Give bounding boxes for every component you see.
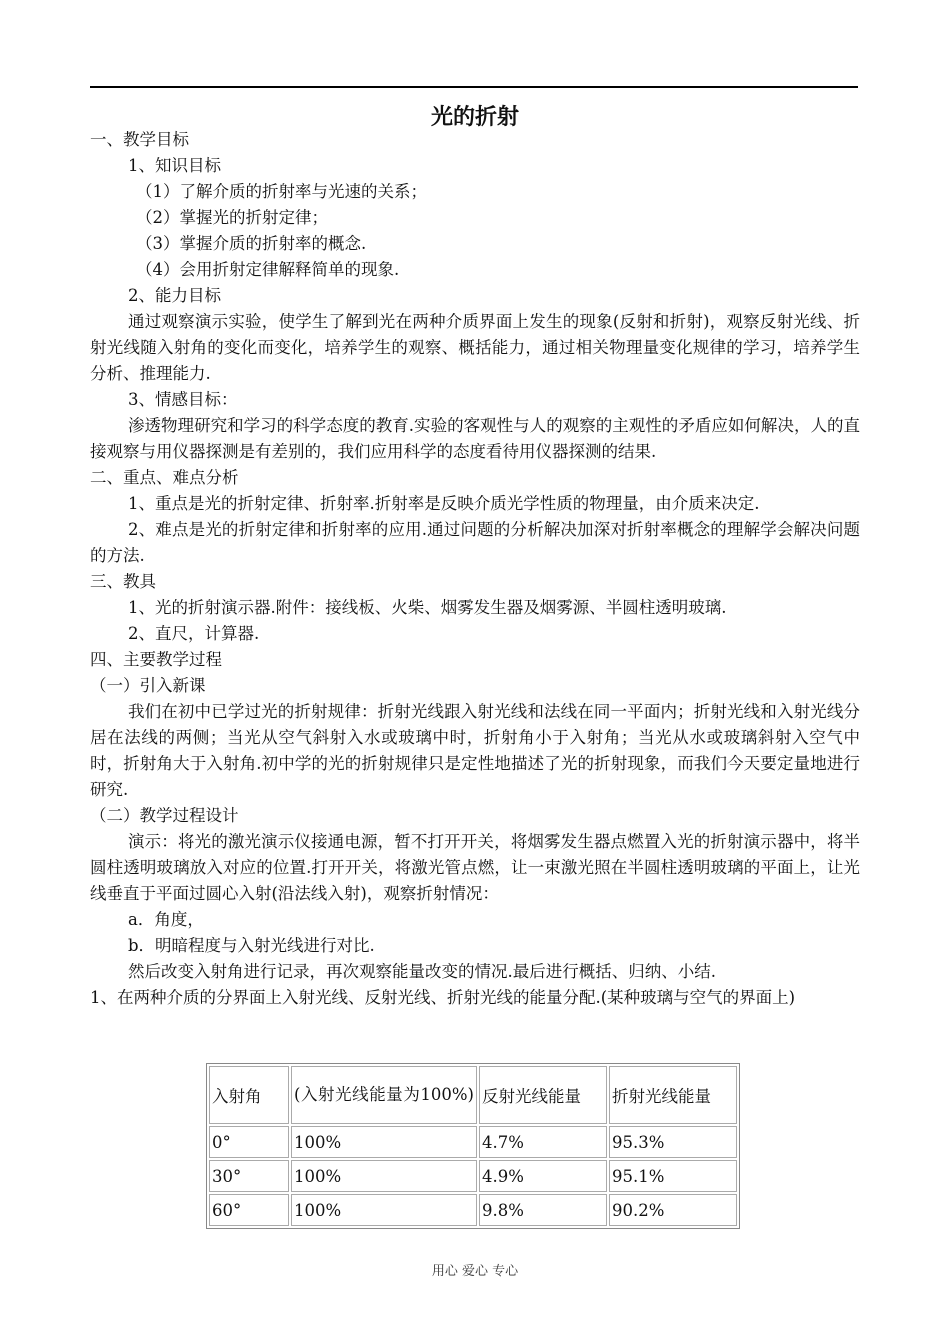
table-row bbox=[209, 1126, 737, 1158]
table-header-row bbox=[209, 1066, 737, 1124]
subsection-intro-heading: （一）引入新课 bbox=[90, 676, 206, 695]
table-cell: 95.3% bbox=[609, 1126, 737, 1158]
energy-distribution-heading: 1、在两种介质的分界面上入射光线、反射光线、折射光线的能量分配.(某种玻璃与空气的界面上) bbox=[90, 988, 796, 1007]
ability-goals-paragraph: 通过观察演示实验，使学生了解到光在两种介质界面上发生的现象(反射和折射)，观察反射光线、折射光线随入射角的变化而变化，培养学生的观察、概括能力，通过相关物理量变化规律的学习，培养学生分析、推理能力. bbox=[90, 312, 860, 383]
section-heading-keypoints: 二、重点、难点分析 bbox=[90, 468, 239, 487]
table-row bbox=[209, 1194, 737, 1226]
ability-goals-heading: 2、能力目标 bbox=[128, 286, 221, 305]
document-body bbox=[90, 127, 860, 1011]
energy-table bbox=[206, 1063, 740, 1229]
knowledge-goal-item: （2）掌握光的折射定律； bbox=[136, 208, 328, 227]
table-row bbox=[209, 1160, 737, 1192]
document-title: 光的折射 bbox=[430, 105, 519, 130]
difficulty-paragraph: 2、难点是光的折射定律和折射率的应用.通过问题的分析解决加深对折射率概念的理解学会解决问题的方法. bbox=[90, 520, 860, 565]
table-cell: 100% bbox=[291, 1126, 477, 1158]
table-cell: 0° bbox=[209, 1126, 289, 1158]
header-rule bbox=[90, 86, 858, 88]
table-cell: 100% bbox=[291, 1194, 477, 1226]
table-cell: 60° bbox=[209, 1194, 289, 1226]
tool-item: 2、直尺，计算器. bbox=[128, 624, 260, 643]
observation-item: a．角度， bbox=[128, 910, 204, 929]
emotion-goals-heading: 3、情感目标： bbox=[128, 390, 238, 409]
table-cell: 95.1% bbox=[609, 1160, 737, 1192]
table-cell: 4.7% bbox=[479, 1126, 607, 1158]
page-footer: 用心 爱心 专心 bbox=[431, 1264, 519, 1279]
table-cell: 90.2% bbox=[609, 1194, 737, 1226]
table-header-cell: 折射光线能量 bbox=[609, 1066, 737, 1124]
demo-paragraph: 演示：将光的激光演示仪接通电源，暂不打开开关，将烟雾发生器点燃置入光的折射演示器中，将半圆柱透明玻璃放入对应的位置.打开开关，将激光管点燃，让一束激光照在半圆柱透明玻璃的平面上，让光线垂直于平面过圆心入射(沿法线入射)，观察折射情况： bbox=[90, 832, 860, 903]
section-heading-goals: 一、教学目标 bbox=[90, 130, 189, 149]
section-heading-tools: 三、教具 bbox=[90, 572, 156, 591]
emotion-goals-paragraph: 渗透物理研究和学习的科学态度的教育.实验的客观性与人的观察的主观性的矛盾应如何解决，人的直接观察与用仪器探测是有差别的，我们应用科学的态度看待用仪器探测的结果. bbox=[90, 416, 860, 461]
knowledge-goals-heading: 1、知识目标 bbox=[128, 156, 221, 175]
table-header-cell: 入射角 bbox=[209, 1066, 289, 1124]
table-cell: 9.8% bbox=[479, 1194, 607, 1226]
section-heading-process: 四、主要教学过程 bbox=[90, 650, 222, 669]
observation-item: b．明暗程度与入射光线进行对比. bbox=[128, 936, 375, 955]
knowledge-goal-item: （4）会用折射定律解释简单的现象. bbox=[136, 260, 400, 279]
table-header-cell: (入射光线能量为100%) bbox=[291, 1066, 477, 1124]
knowledge-goal-item: （3）掌握介质的折射率的概念. bbox=[136, 234, 367, 253]
subsection-design-heading: （二）教学过程设计 bbox=[90, 806, 239, 825]
tool-item: 1、光的折射演示器.附件：接线板、火柴、烟雾发生器及烟雾源、半圆柱透明玻璃. bbox=[128, 598, 727, 617]
table-header-cell: 反射光线能量 bbox=[479, 1066, 607, 1124]
summary-paragraph: 然后改变入射角进行记录，再次观察能量改变的情况.最后进行概括、归纳、小结. bbox=[128, 962, 716, 981]
table-cell: 100% bbox=[291, 1160, 477, 1192]
intro-paragraph: 我们在初中已学过光的折射规律：折射光线跟入射光线和法线在同一平面内；折射光线和入射光线分居在法线的两侧；当光从空气斜射入水或玻璃中时，折射角小于入射角；当光从水或玻璃斜射入空气中时，折射角大于入射角.初中学的光的折射规律只是定性地描述了光的折射现象，而我们今天要定量地进行研究. bbox=[90, 702, 860, 799]
table-cell: 30° bbox=[209, 1160, 289, 1192]
table-cell: 4.9% bbox=[479, 1160, 607, 1192]
keypoint-paragraph: 1、重点是光的折射定律、折射率.折射率是反映介质光学性质的物理量，由介质来决定. bbox=[128, 494, 760, 513]
knowledge-goal-item: （1）了解介质的折射率与光速的关系； bbox=[136, 182, 427, 201]
